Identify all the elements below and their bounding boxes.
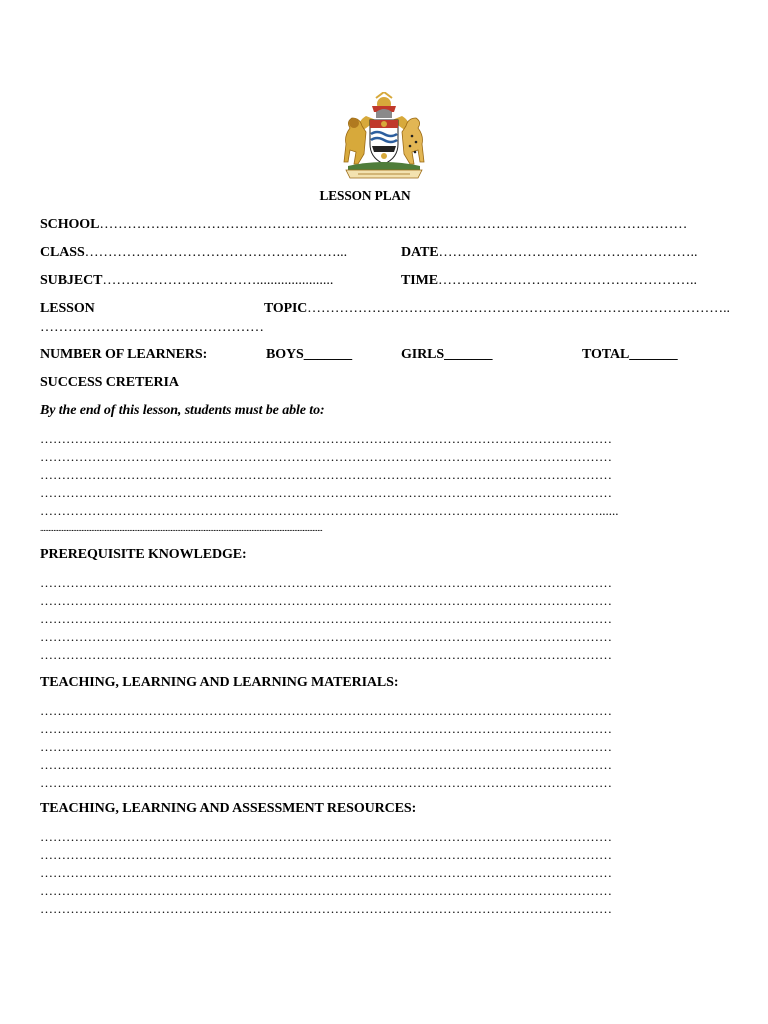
prerequisite-line: ……………………………………………………………………………………………………………………	[40, 575, 612, 590]
date-label: DATE	[401, 245, 439, 260]
school-field-row	[40, 217, 687, 233]
topic-dots-continued: …………………………………………	[40, 320, 264, 335]
prerequisite-line: ……………………………………………………………………………………………………………………	[40, 647, 612, 662]
success-line: …………………………………………………………………………………………………………………......	[40, 503, 619, 518]
subject-label: SUBJECT	[40, 273, 103, 288]
date-field-row	[401, 245, 697, 261]
materials-heading: TEACHING, LEARNING AND LEARNING MATERIALS:	[40, 675, 399, 690]
resources-line: ……………………………………………………………………………………………………………………	[40, 829, 612, 844]
class-label: CLASS	[40, 245, 85, 260]
learners-label: NUMBER OF LEARNERS:	[40, 347, 208, 362]
prerequisite-heading: PREREQUISITE KNOWLEDGE:	[40, 547, 247, 562]
date-dots: ………………………………………………..	[438, 245, 698, 260]
class-dots: ………………………………………………...	[84, 245, 348, 260]
resources-line: ……………………………………………………………………………………………………………………	[40, 901, 612, 916]
success-line: ...........................................................................................................................................................................	[40, 523, 323, 533]
resources-heading: TEACHING, LEARNING AND ASSESSMENT RESOURCES:	[40, 801, 417, 816]
topic-label: TOPIC	[264, 301, 308, 316]
page-title: LESSON PLAN	[319, 189, 411, 204]
resources-line: ……………………………………………………………………………………………………………………	[40, 847, 612, 862]
materials-line: ……………………………………………………………………………………………………………………	[40, 739, 612, 754]
success-line: ……………………………………………………………………………………………………………………	[40, 449, 612, 464]
class-field-row	[40, 245, 347, 261]
lesson-label: LESSON	[40, 301, 95, 316]
subject-dots: ……………………………......................	[102, 273, 334, 288]
topic-field-row	[264, 301, 730, 317]
total-field: TOTAL_______	[582, 347, 678, 362]
resources-line: ……………………………………………………………………………………………………………………	[40, 865, 612, 880]
time-label: TIME	[401, 273, 438, 288]
girls-field: GIRLS_______	[401, 347, 493, 362]
time-field-row	[401, 273, 697, 289]
materials-line: ……………………………………………………………………………………………………………………	[40, 775, 612, 790]
materials-line: ……………………………………………………………………………………………………………………	[40, 703, 612, 718]
resources-line: ……………………………………………………………………………………………………………………	[40, 883, 612, 898]
boys-field: BOYS_______	[266, 347, 353, 362]
success-line: ……………………………………………………………………………………………………………………	[40, 467, 612, 482]
materials-line: ……………………………………………………………………………………………………………………	[40, 757, 612, 772]
school-dots: ………………………………………………………………………………………………………………	[99, 217, 688, 232]
prerequisite-line: ……………………………………………………………………………………………………………………	[40, 629, 612, 644]
success-line: ……………………………………………………………………………………………………………………	[40, 431, 612, 446]
success-criteria-intro: By the end of this lesson, students must be able to:	[40, 403, 325, 418]
success-line: ……………………………………………………………………………………………………………………	[40, 485, 612, 500]
subject-field-row	[40, 273, 333, 289]
prerequisite-line: ……………………………………………………………………………………………………………………	[40, 593, 612, 608]
time-dots: ………………………………………………..	[437, 273, 697, 288]
prerequisite-line: ……………………………………………………………………………………………………………………	[40, 611, 612, 626]
school-label: SCHOOL	[40, 217, 100, 232]
coat-of-arms-icon	[336, 92, 432, 180]
topic-dots: ………………………………………………………………………………..	[307, 301, 730, 316]
success-criteria-heading: SUCCESS CRETERIA	[40, 375, 179, 390]
materials-line: ……………………………………………………………………………………………………………………	[40, 721, 612, 736]
